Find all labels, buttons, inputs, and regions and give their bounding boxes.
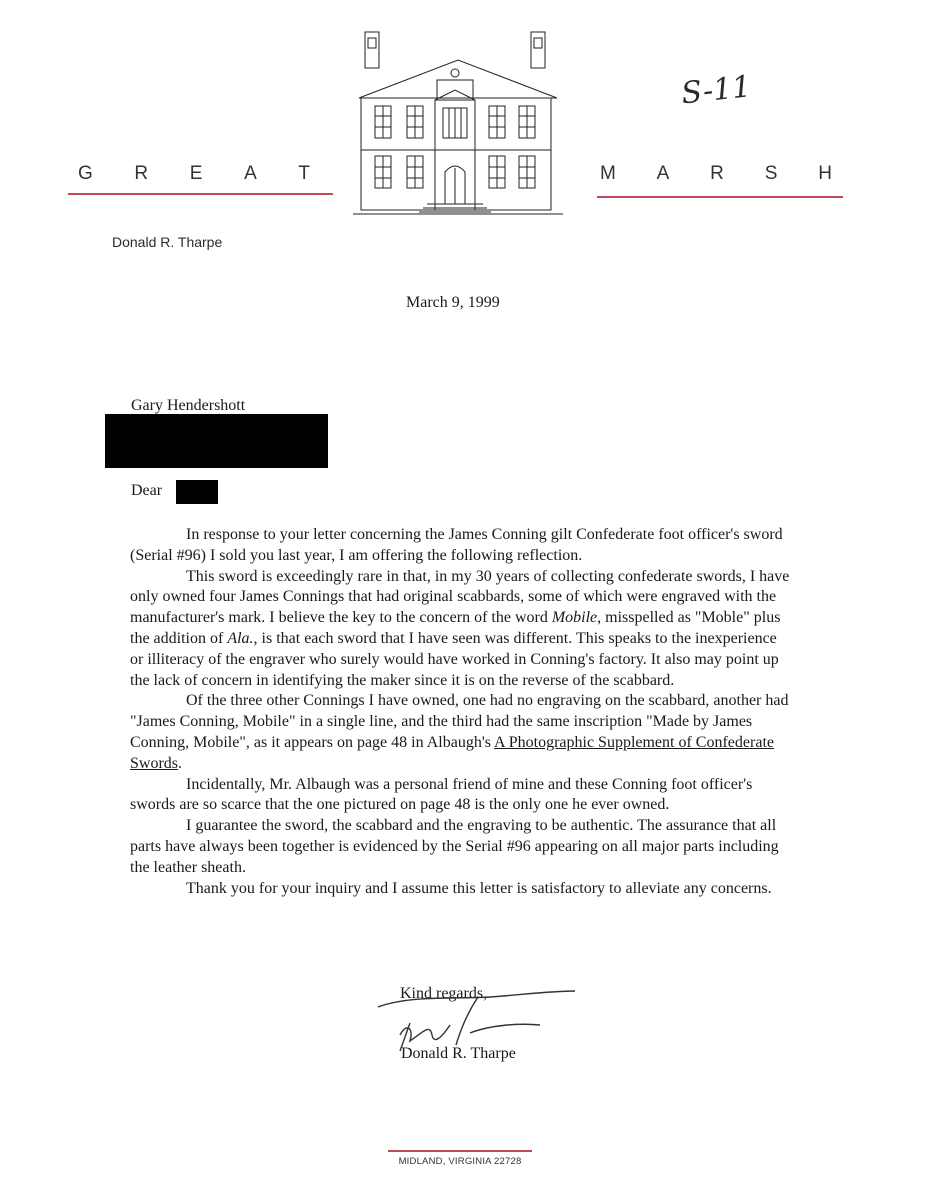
svg-text:S-11: S-11	[679, 69, 753, 112]
paragraph-6: Thank you for your inquiry and I assume this letter is satisfactory to alleviate any concerns.	[186, 879, 772, 897]
redaction-name	[176, 480, 218, 504]
paragraph-4: Incidentally, Mr. Albaugh was a personal friend of mine and these Conning foot officer's swords are so scarce that the one pictured on page 48 is the only one he ever owned.	[130, 775, 753, 814]
letter-body	[130, 525, 790, 899]
recipient-name: Gary Hendershott	[131, 397, 246, 414]
house-illustration-icon	[353, 28, 563, 218]
footer-address: MIDLAND, VIRGINIA 22728	[398, 1156, 522, 1167]
paragraph-3: Of the three other Connings I have owned, one had no engraving on the scabbard, another had "James Conning, Mobile" in a single line, and the third had the same inscription "Made by James Conning, Mobile", as it appears on page 48 in Albaugh's A Photographic Supplement of Confederate Swords.	[130, 692, 789, 772]
paragraph-2: This sword is exceedingly rare in that, in my 30 years of collecting confederate swords, I have only owned four James Connings that had original scabbards, some of which were engraved with the manufacturer's mark. I believe the key to the concern of the word Mobile, misspelled as "Moble" plus the addition of Ala., is that each sword that I have seen was different. This speaks to the inexperience or illiteracy of the engraver who surely would have worked in Conning's factory. It also may point up the lack of concern in identifying the maker since it is on the reverse of the scabbard.	[130, 567, 790, 689]
letterhead-sender-name: Donald R. Tharpe	[112, 234, 223, 250]
footer-rule	[388, 1150, 532, 1152]
redaction-address	[105, 414, 328, 468]
letterhead-great: G R E A T	[78, 163, 310, 184]
book-title: A Photographic Supplement of Confederate Swords	[130, 733, 774, 772]
signature-name: Donald R. Tharpe	[401, 1045, 516, 1062]
letterhead-rule-right	[597, 196, 843, 198]
letterhead-rule-left	[68, 193, 333, 195]
paragraph-1: In response to your letter concerning the James Conning gilt Confederate foot officer's sword (Serial #96) I sold you last year, I am offering the following reflection.	[130, 526, 783, 564]
closing: Kind regards,	[400, 985, 488, 1002]
letter-date: March 9, 1999	[406, 294, 500, 311]
paragraph-5: I guarantee the sword, the scabbard and the engraving to be authentic. The assurance that all parts have always been together is evidenced by the Serial #96 appearing on all major parts including the leather sheath.	[130, 817, 779, 876]
handwritten-note	[675, 58, 785, 118]
letterhead-marsh: M A R S H	[600, 163, 832, 184]
salutation: Dear	[131, 482, 163, 499]
